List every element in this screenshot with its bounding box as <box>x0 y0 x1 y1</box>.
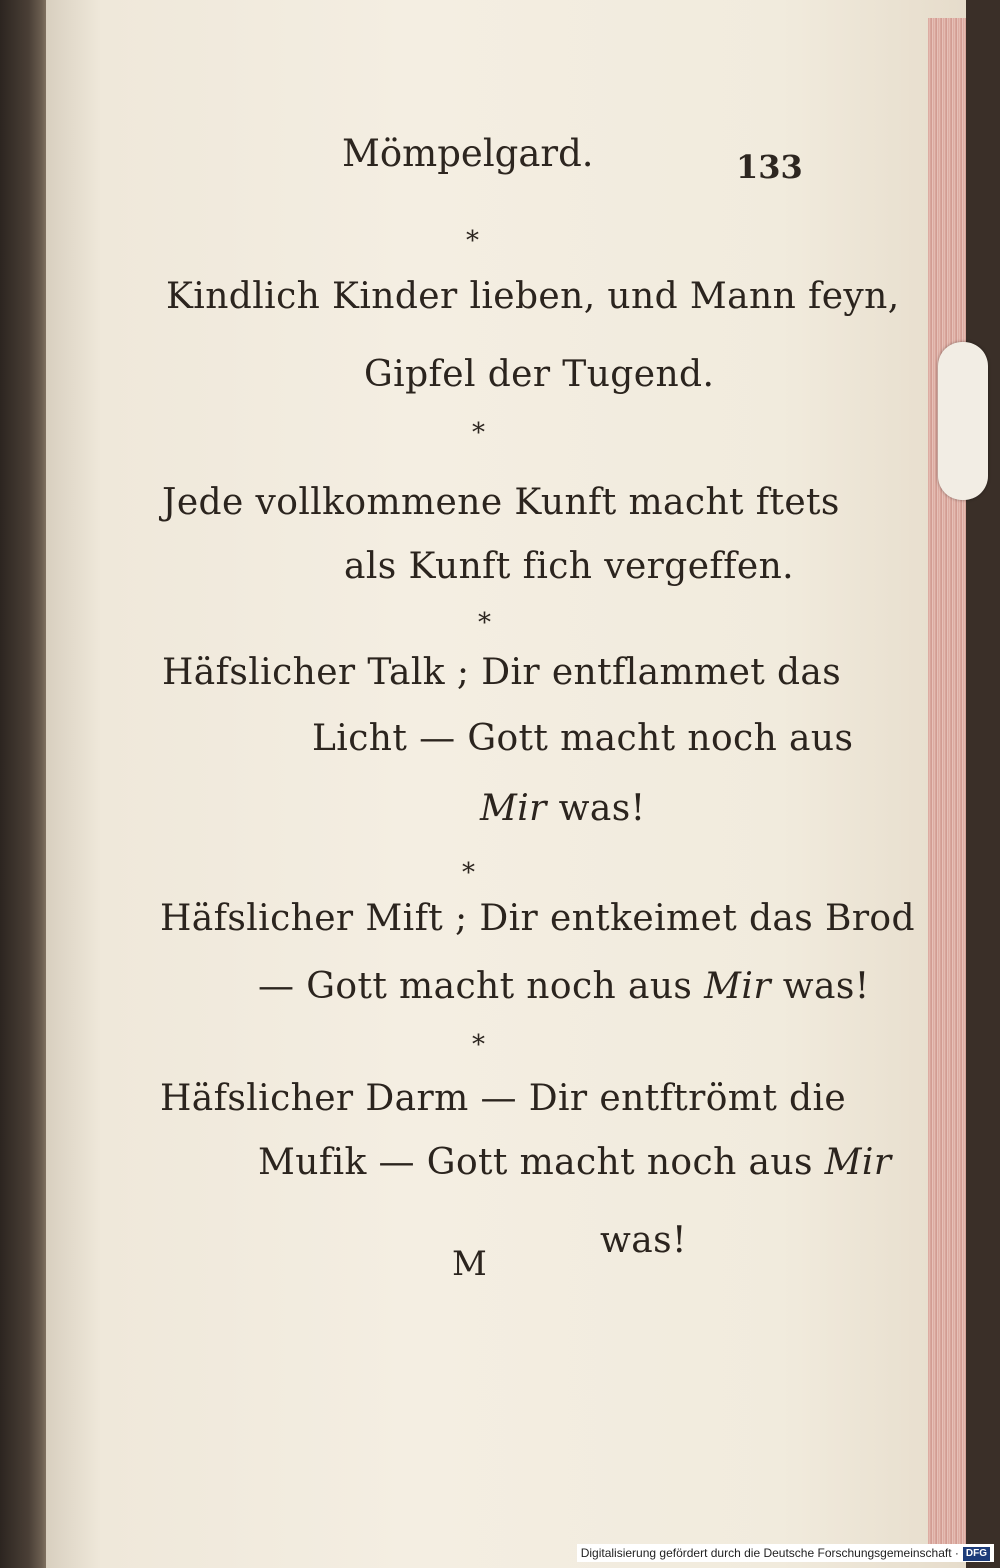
verse-separator: * <box>472 418 485 448</box>
verse-separator: * <box>478 608 491 638</box>
emphasis-text: Mir <box>480 788 547 829</box>
verse-line <box>258 1142 891 1183</box>
verse-line <box>258 966 870 1007</box>
page-number: 133 <box>736 148 803 186</box>
verse-line: Kindlich Kinder lieben, und Mann feyn, <box>166 276 900 317</box>
verse-line: Gipfel der Tugend. <box>364 354 715 395</box>
verse-separator: * <box>466 226 479 256</box>
running-head: Mömpelgard. <box>342 132 594 175</box>
emphasis-text: Mir <box>824 1142 892 1183</box>
verse-text: was! <box>558 788 646 829</box>
dfg-logo-icon: DFG <box>963 1547 990 1561</box>
verse-separator: * <box>472 1030 485 1060</box>
show-through-text <box>46 0 966 1568</box>
signature-mark: M <box>452 1244 487 1284</box>
verse-line: Häfslicher Darm — Dir entftrömt die <box>160 1078 847 1119</box>
book-page <box>46 0 966 1568</box>
verse-text: was! <box>782 966 870 1007</box>
verse-separator: * <box>462 858 475 888</box>
verse-text: Mufik — Gott macht noch aus <box>258 1142 813 1183</box>
verse-line: als Kunft fich vergeffen. <box>344 546 795 587</box>
verse-line <box>480 788 645 829</box>
credit-text: Digitalisierung gefördert durch die Deutsche Forschungsgemeinschaft · <box>580 1546 959 1560</box>
verse-line: Licht — Gott macht noch aus <box>312 718 854 759</box>
verse-text: — Gott macht noch aus <box>258 966 693 1007</box>
emphasis-text: Mir <box>704 966 771 1007</box>
verse-line: Häfslicher Mift ; Dir entkeimet das Brod <box>160 898 915 939</box>
verse-line: Jede vollkommene Kunft macht ftets <box>162 482 840 523</box>
verse-line: was! <box>600 1220 687 1261</box>
verse-line: Häfslicher Talk ; Dir entflammet das <box>162 652 842 693</box>
page-tab-marker <box>938 342 988 500</box>
digitization-credit <box>577 1544 994 1562</box>
page-edges <box>928 18 966 1552</box>
book-spine <box>0 0 52 1568</box>
